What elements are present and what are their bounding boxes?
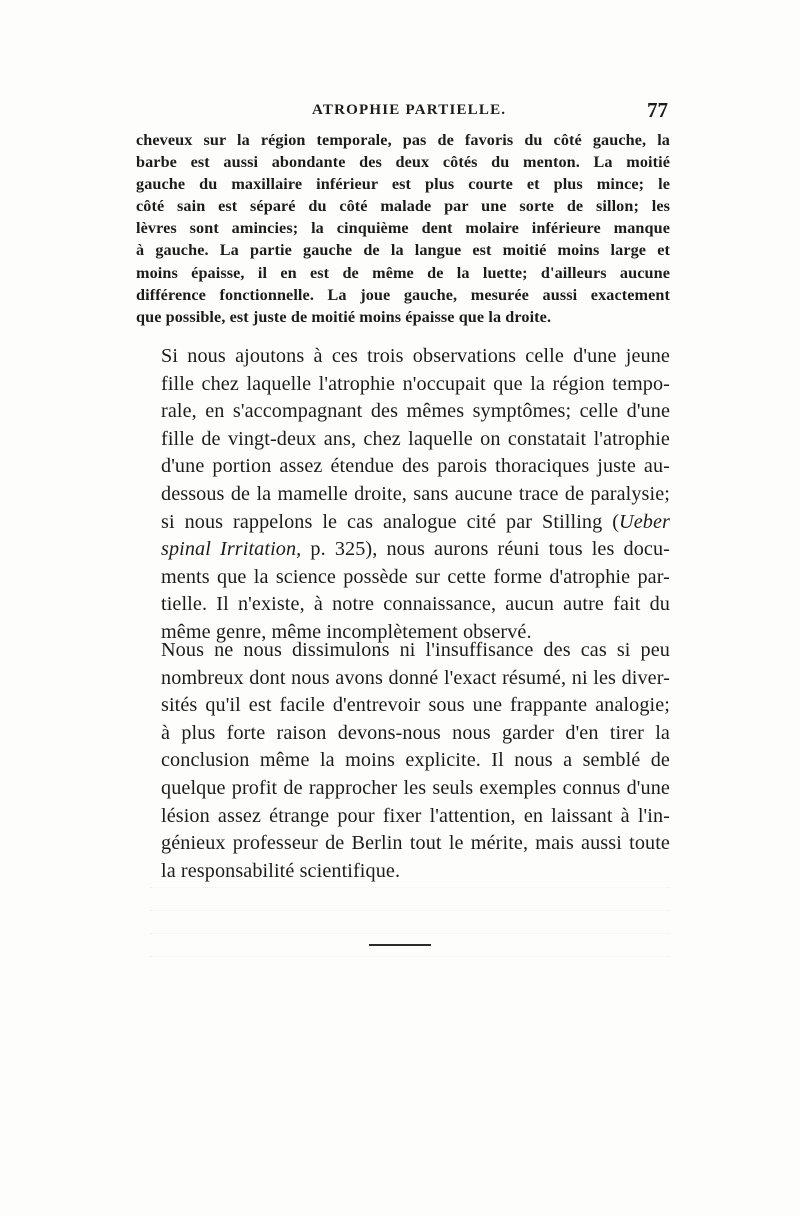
text-line: conclusion même la moins explicite. Il nous a semblé de — [161, 749, 670, 772]
book-title-italic: Ueber — [619, 510, 670, 533]
paragraph-first — [136, 343, 670, 647]
text-line: quelque profit de rapprocher les seuls exemples connus d'une — [161, 776, 670, 799]
text-line: côté sain est séparé du côté malade par une sorte de sillon; les — [136, 197, 670, 216]
running-title: ATROPHIE PARTIELLE. — [312, 102, 507, 118]
running-head — [136, 98, 670, 124]
text-line: Si nous ajoutons à ces trois observations celle d'une jeune — [161, 345, 670, 367]
paragraph-continuation — [136, 129, 670, 328]
text-line: rale, en s'accompagnant des mêmes symptômes; celle d'une — [161, 400, 670, 423]
text-line: la responsabilité scientifique. — [161, 859, 401, 882]
closing-rule — [369, 944, 431, 946]
page-number: 77 — [647, 98, 668, 122]
text-line: d'une portion assez étendue des parois thoraciques juste au- — [161, 455, 670, 478]
text-segment: si nous rappelons le cas analogue cité par Stilling ( — [161, 510, 620, 533]
text-line — [136, 509, 670, 537]
book-title-italic: spinal Irritation, — [161, 538, 302, 561]
text-line: cheveux sur la région temporale, pas de favoris du côté gauche, la — [136, 131, 670, 149]
text-line: fille de vingt-deux ans, chez laquelle on constatait l'atrophie — [161, 427, 670, 450]
text-segment: p. 325), nous aurons réuni tous les docu- — [301, 538, 670, 561]
text-line: génieux professeur de Berlin tout le mérite, mais aussi toute — [161, 832, 670, 855]
text-line — [136, 536, 670, 564]
text-line: gauche du maxillaire inférieur est plus courte et plus mince; le — [136, 175, 670, 194]
text-line: nombreux dont nous avons donné l'exact résumé, ni les diver- — [161, 666, 670, 689]
text-line: à plus forte raison devons-nous nous garder d'en tirer la — [161, 721, 670, 744]
text-line: sités qu'il est facile d'entrevoir sous une frappante analogie; — [161, 694, 670, 717]
text-line: tielle. Il n'existe, à notre connaissance, aucun autre fait du — [161, 593, 670, 616]
text-line: lèvres sont amincies; la cinquième dent molaire inférieure manque — [136, 219, 670, 238]
text-line: différence fonctionnelle. La joue gauche, mesurée aussi exactement — [136, 285, 670, 304]
text-line: même genre, même incomplètement observé. — [161, 620, 532, 643]
paragraph-second — [136, 637, 670, 885]
text-line: à gauche. La partie gauche de la langue est moitié moins large et — [136, 241, 670, 260]
text-line: ments que la science possède sur cette forme d'atrophie par- — [161, 565, 670, 588]
text-line: dessous de la mamelle droite, sans aucune trace de paralysie; — [161, 482, 670, 505]
text-line: que possible, est juste de moitié moins épaisse que la droite. — [136, 307, 552, 326]
text-line: lésion assez étrange pour fixer l'attention, en laissant à l'in- — [161, 804, 670, 827]
text-line: Nous ne nous dissimulons ni l'insuffisance des cas si peu — [161, 639, 670, 661]
text-line: fille chez laquelle l'atrophie n'occupait que la région tempo- — [161, 372, 670, 395]
text-line: moins épaisse, il en est de même de la luette; d'ailleurs aucune — [136, 263, 670, 282]
text-line: barbe est aussi abondante des deux côtés du menton. La moitié — [136, 153, 670, 172]
